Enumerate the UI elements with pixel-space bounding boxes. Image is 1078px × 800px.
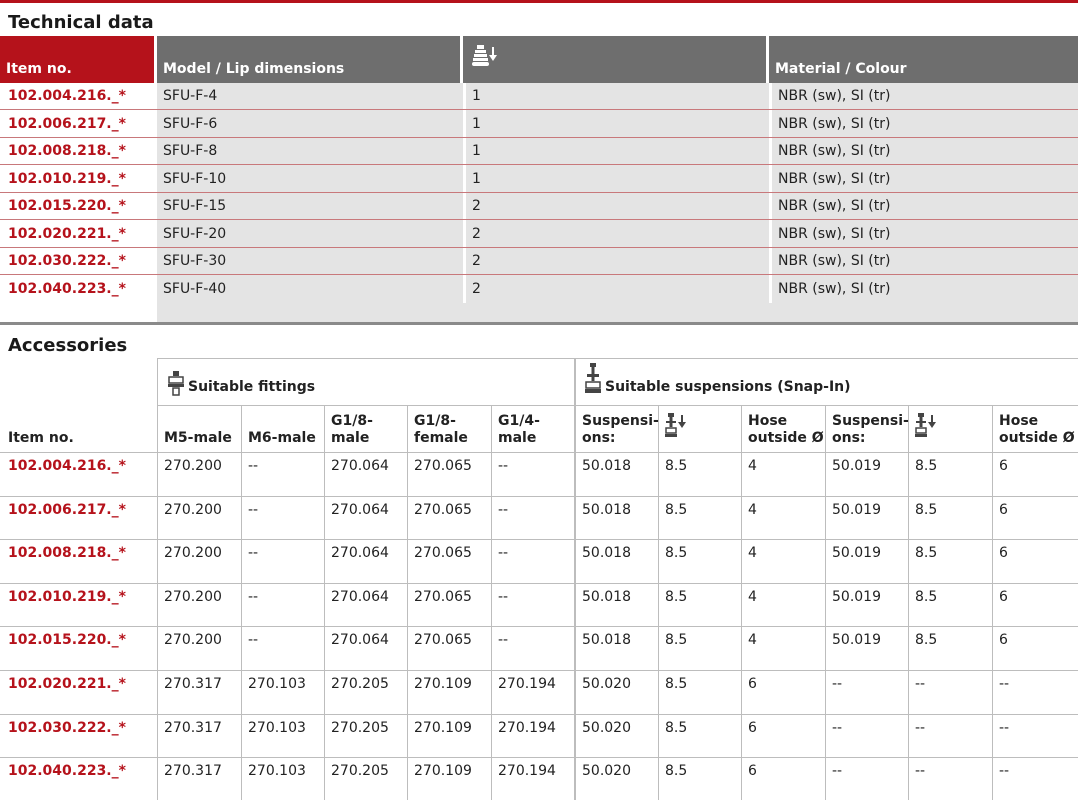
row-divider	[0, 757, 1078, 758]
header-count	[463, 36, 769, 83]
suspension-1-cell: 50.018	[582, 588, 631, 605]
group-suitable-fittings	[161, 370, 315, 396]
g14-male-cell: --	[498, 632, 509, 649]
hose-1-cell: 6	[748, 763, 757, 780]
suspension-2-cell: 50.019	[832, 458, 881, 474]
stroke-1-cell: 8.5	[665, 632, 688, 649]
acc-item-no-cell: 102.020.221._*	[8, 676, 126, 692]
hose-2-cell: 6	[999, 501, 1008, 518]
technical-data-table	[0, 36, 1078, 322]
count-cell: 1	[472, 170, 481, 187]
stroke-1-cell: 8.5	[665, 588, 688, 605]
table-row	[0, 83, 1078, 110]
acc-item-no-cell: 102.030.222._*	[8, 719, 126, 736]
suspension-stroke-icon	[915, 417, 937, 433]
row-divider	[0, 539, 1078, 540]
m6-male-cell: 270.103	[248, 676, 306, 692]
material-cell: NBR (sw), SI (tr)	[778, 143, 891, 159]
acc-header-suspensions-2: Suspensi- ons:	[832, 413, 909, 446]
m6-male-cell: --	[248, 501, 259, 518]
item-no-cell: 102.006.217._*	[0, 111, 157, 138]
material-cell: NBR (sw), SI (tr)	[778, 225, 891, 242]
header-material: Material / Colour	[769, 36, 1078, 83]
hose-1-cell: 6	[748, 719, 757, 736]
acc-header-g18-male: G1/8- male	[331, 413, 373, 446]
stroke-2-cell: 8.5	[915, 545, 938, 562]
suspension-1-cell: 50.018	[582, 458, 631, 474]
stroke-2-cell: --	[915, 719, 926, 736]
g18-female-cell: 270.109	[414, 676, 472, 692]
accessories-table	[0, 358, 1078, 800]
hose-1-cell: 4	[748, 501, 757, 518]
hose-1-cell: 4	[748, 588, 757, 605]
acc-header-stroke-1	[659, 412, 687, 438]
table-row	[0, 166, 1078, 193]
m6-male-cell: --	[248, 588, 259, 605]
material-cell: NBR (sw), SI (tr)	[778, 88, 891, 104]
m5-male-cell: 270.317	[164, 676, 222, 692]
count-cell: 1	[472, 88, 481, 104]
grid-line	[157, 358, 1078, 359]
acc-header-hose-1: Hose outside Ø	[748, 413, 824, 446]
acc-item-no-cell: 102.015.220._*	[8, 632, 126, 649]
item-no-cell: 102.040.223._*	[0, 276, 157, 303]
g18-female-cell: 270.109	[414, 763, 472, 780]
acc-item-no-cell: 102.008.218._*	[8, 545, 126, 562]
m5-male-cell: 270.200	[164, 501, 222, 518]
item-no-cell: 102.020.221._*	[0, 221, 157, 248]
stroke-2-cell: --	[915, 763, 926, 780]
table-row	[0, 276, 1078, 303]
model-cell: SFU-F-6	[163, 115, 218, 132]
g18-female-cell: 270.065	[414, 632, 472, 649]
row-divider	[0, 714, 1078, 715]
hose-1-cell: 4	[748, 458, 757, 474]
suspension-2-cell: 50.019	[832, 545, 881, 562]
g14-male-cell: 270.194	[498, 763, 556, 780]
hose-1-cell: 4	[748, 545, 757, 562]
g18-male-cell: 270.064	[331, 545, 389, 562]
item-no-cell: 102.008.218._*	[0, 138, 157, 165]
fitting-icon	[167, 370, 185, 396]
acc-header-suspensions-1: Suspensi- ons:	[582, 413, 659, 446]
count-cell: 2	[472, 253, 481, 269]
suspension-1-cell: 50.020	[582, 719, 631, 736]
acc-item-no-cell: 102.006.217._*	[8, 501, 126, 518]
table-row	[0, 193, 1078, 220]
stroke-2-cell: 8.5	[915, 632, 938, 649]
g18-male-cell: 270.205	[331, 719, 389, 736]
row-divider	[0, 452, 1078, 453]
header-item-no: Item no.	[0, 36, 157, 83]
table-row	[0, 248, 1078, 275]
hose-1-cell: 4	[748, 632, 757, 649]
suspension-2-cell: 50.019	[832, 588, 881, 605]
hose-2-cell: --	[999, 676, 1010, 692]
hose-2-cell: --	[999, 719, 1010, 736]
hose-2-cell: 6	[999, 458, 1008, 474]
stroke-1-cell: 8.5	[665, 545, 688, 562]
g14-male-cell: --	[498, 458, 509, 474]
acc-header-g18-female: G1/8- female	[414, 413, 468, 446]
header-model: Model / Lip dimensions	[157, 36, 463, 83]
suspension-1-cell: 50.020	[582, 676, 631, 692]
g18-female-cell: 270.065	[414, 545, 472, 562]
m5-male-cell: 270.317	[164, 719, 222, 736]
acc-header-item-no: Item no.	[8, 430, 74, 446]
count-cell: 1	[472, 115, 481, 132]
stroke-2-cell: 8.5	[915, 501, 938, 518]
row-divider	[0, 670, 1078, 671]
g18-male-cell: 270.205	[331, 763, 389, 780]
stroke-2-cell: --	[915, 676, 926, 692]
acc-header-g14-male: G1/4- male	[498, 413, 540, 446]
g18-male-cell: 270.064	[331, 458, 389, 474]
count-cell: 2	[472, 225, 481, 242]
hose-2-cell: 6	[999, 545, 1008, 562]
count-cell: 1	[472, 143, 481, 159]
acc-header-stroke-2	[909, 412, 937, 438]
material-cell: NBR (sw), SI (tr)	[778, 170, 891, 187]
suspension-2-cell: --	[832, 719, 843, 736]
table-row	[0, 111, 1078, 138]
g14-male-cell: --	[498, 588, 509, 605]
table-row	[0, 221, 1078, 248]
stroke-2-cell: 8.5	[915, 588, 938, 605]
g18-female-cell: 270.109	[414, 719, 472, 736]
g18-female-cell: 270.065	[414, 458, 472, 474]
row-divider	[0, 626, 1078, 627]
group-suitable-suspensions	[578, 362, 851, 396]
acc-header-m5-male: M5-male	[164, 430, 232, 446]
count-cell: 2	[472, 280, 481, 297]
item-no-cell: 102.004.216._*	[0, 83, 157, 110]
stroke-1-cell: 8.5	[665, 676, 688, 692]
suspension-1-cell: 50.018	[582, 632, 631, 649]
stroke-2-cell: 8.5	[915, 458, 938, 474]
group-fittings-label: Suitable fittings	[188, 379, 316, 395]
stroke-1-cell: 8.5	[665, 501, 688, 518]
m5-male-cell: 270.200	[164, 588, 222, 605]
model-cell: SFU-F-8	[163, 143, 218, 159]
grid-line	[157, 405, 1078, 406]
material-cell: NBR (sw), SI (tr)	[778, 253, 891, 269]
g14-male-cell: 270.194	[498, 676, 556, 692]
g18-female-cell: 270.065	[414, 501, 472, 518]
row-divider	[0, 496, 1078, 497]
model-cell: SFU-F-4	[163, 88, 218, 104]
model-cell: SFU-F-40	[163, 280, 227, 297]
count-cell: 2	[472, 198, 481, 214]
g18-male-cell: 270.064	[331, 501, 389, 518]
m5-male-cell: 270.200	[164, 632, 222, 649]
material-cell: NBR (sw), SI (tr)	[778, 115, 891, 132]
suspension-1-cell: 50.018	[582, 501, 631, 518]
suspension-icon	[584, 362, 602, 396]
m5-male-cell: 270.317	[164, 763, 222, 780]
model-cell: SFU-F-15	[163, 198, 227, 214]
material-cell: NBR (sw), SI (tr)	[778, 198, 891, 214]
suspension-1-cell: 50.018	[582, 545, 631, 562]
suspension-2-cell: --	[832, 763, 843, 780]
g14-male-cell: --	[498, 501, 509, 518]
item-no-cell: 102.030.222._*	[0, 248, 157, 275]
accessories-title: Accessories	[0, 322, 1078, 358]
suspension-2-cell: 50.019	[832, 501, 881, 518]
acc-item-no-cell: 102.004.216._*	[8, 458, 126, 474]
m6-male-cell: --	[248, 545, 259, 562]
hose-2-cell: 6	[999, 632, 1008, 649]
g18-male-cell: 270.064	[331, 588, 389, 605]
acc-header-m6-male: M6-male	[248, 430, 316, 446]
g18-male-cell: 270.064	[331, 632, 389, 649]
acc-item-no-cell: 102.010.219._*	[8, 588, 126, 605]
m5-male-cell: 270.200	[164, 458, 222, 474]
group-suspensions-label: Suitable suspensions (Snap-In)	[605, 379, 851, 395]
stroke-1-cell: 8.5	[665, 458, 688, 474]
stroke-1-cell: 8.5	[665, 763, 688, 780]
suspension-1-cell: 50.020	[582, 763, 631, 780]
model-cell: SFU-F-30	[163, 253, 227, 269]
technical-data-title: Technical data	[0, 0, 1078, 36]
hose-1-cell: 6	[748, 676, 757, 692]
stack-suction-cup-icon	[471, 44, 497, 72]
material-cell: NBR (sw), SI (tr)	[778, 280, 891, 297]
g18-male-cell: 270.205	[331, 676, 389, 692]
model-cell: SFU-F-20	[163, 225, 227, 242]
g14-male-cell: 270.194	[498, 719, 556, 736]
stroke-1-cell: 8.5	[665, 719, 688, 736]
hose-2-cell: --	[999, 763, 1010, 780]
g18-female-cell: 270.065	[414, 588, 472, 605]
suspension-2-cell: 50.019	[832, 632, 881, 649]
g14-male-cell: --	[498, 545, 509, 562]
table-row	[0, 138, 1078, 165]
row-divider	[0, 583, 1078, 584]
m6-male-cell: --	[248, 632, 259, 649]
model-cell: SFU-F-10	[163, 170, 227, 187]
suspension-stroke-icon	[665, 417, 687, 433]
hose-2-cell: 6	[999, 588, 1008, 605]
suspension-2-cell: --	[832, 676, 843, 692]
acc-header-hose-2: Hose outside Ø	[999, 413, 1075, 446]
m5-male-cell: 270.200	[164, 545, 222, 562]
acc-item-no-cell: 102.040.223._*	[8, 763, 126, 780]
item-no-cell: 102.015.220._*	[0, 193, 157, 220]
m6-male-cell: --	[248, 458, 259, 474]
item-no-cell: 102.010.219._*	[0, 166, 157, 193]
m6-male-cell: 270.103	[248, 719, 306, 736]
m6-male-cell: 270.103	[248, 763, 306, 780]
